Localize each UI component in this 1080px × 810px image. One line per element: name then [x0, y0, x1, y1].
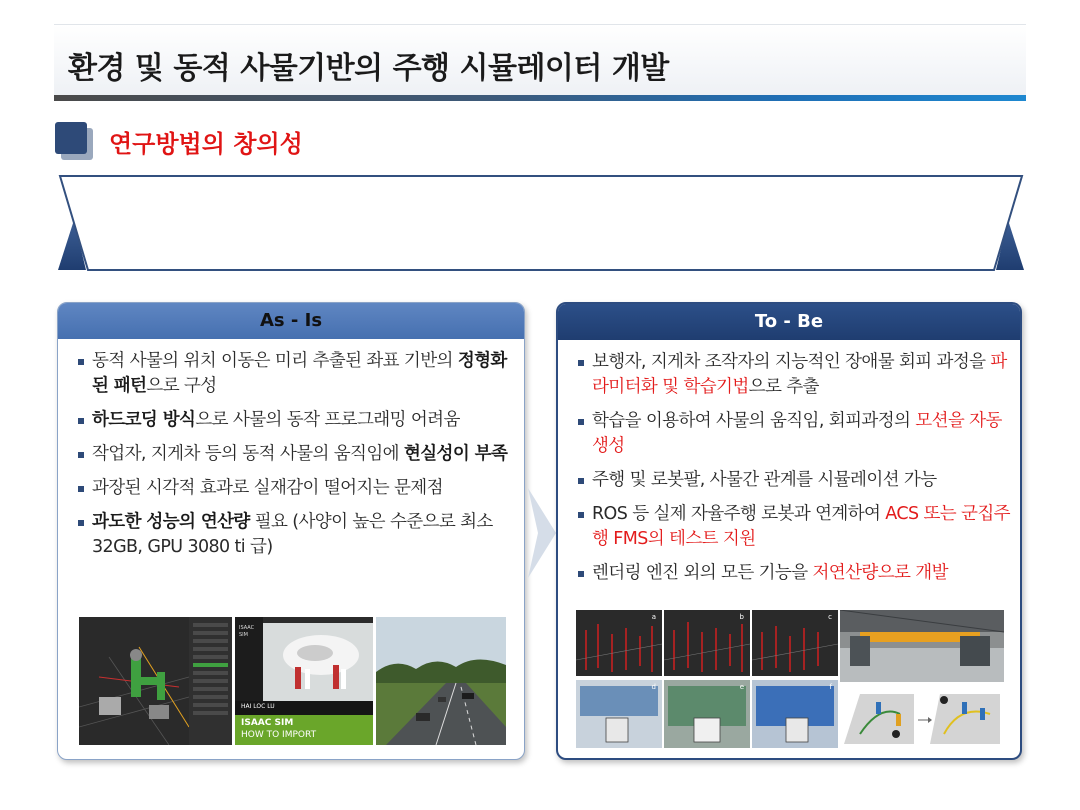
as-is-bullet-2	[78, 408, 514, 433]
isaac-caption-name: HAI LOC LU	[241, 703, 275, 710]
to-be-bullet-text: 파라미터화 및 학습기법	[592, 352, 1007, 397]
isaac-badge: ISAAC SIM	[239, 625, 255, 638]
warehouse-grid-image	[576, 610, 838, 748]
to-be-bullet-text: ACS 또는 군집주행 FMS의 테스트 지원	[592, 504, 1010, 549]
to-be-bullet-4	[578, 502, 1010, 552]
as-is-bullet-5	[78, 510, 514, 560]
isaac-sim-image	[235, 617, 373, 745]
to-be-bullet-3	[578, 468, 1010, 493]
to-be-bullet-text: 렌더링 엔진 외의 모든 기능을	[592, 563, 813, 583]
as-is-bullet-3	[78, 442, 514, 467]
robot-arm-sim-image	[79, 617, 232, 745]
to-be-bullet-list	[558, 340, 1020, 586]
as-is-bullet-text: 현실성이 부족	[403, 444, 508, 464]
as-is-bullet-text: 작업자, 지게차 등의 동적 사물의 움직임에	[92, 444, 404, 464]
as-is-bullet-4	[78, 476, 514, 501]
transition-arrow-icon	[528, 488, 558, 582]
to-be-bullet-1	[578, 350, 1010, 400]
isaac-caption-sub: HOW TO IMPORT	[241, 730, 317, 740]
section-title: 연구방법의 창의성	[109, 130, 303, 158]
as-is-bullet-text: 으로 구성	[146, 376, 217, 396]
section-marker-icon	[55, 122, 87, 154]
grid-label-f: f	[829, 683, 832, 691]
as-is-bullet-text: 으로 사물의 동작 프로그래밍 어려움	[195, 410, 460, 430]
to-be-bullet-text: 보행자, 지게차 조작자의 지능적인 장애물 회피 과정을	[592, 352, 991, 372]
as-is-bullet-text: 정형화된 패턴	[92, 351, 507, 396]
to-be-bullet-text: 으로 추출	[748, 377, 819, 397]
to-be-bullet-text: 학습을 이용하여 사물의 움직임, 회피과정의	[592, 411, 916, 431]
isaac-caption-title: ISAAC SIM	[241, 718, 294, 728]
grid-label-d: d	[651, 683, 656, 691]
grid-label-c: c	[828, 613, 832, 621]
page-title: 환경 및 동적 사물기반의 주행 시뮬레이터 개발	[68, 51, 669, 86]
as-is-bullet-text: 과도한 성능의 연산량	[92, 512, 250, 532]
title-bar	[54, 24, 1026, 96]
to-be-bullet-text: 주행 및 로봇팔, 사물간 관계를 시뮬레이션 가능	[592, 470, 937, 490]
as-is-bullet-list	[58, 339, 524, 560]
as-is-header: As - Is	[58, 303, 524, 339]
to-be-bullet-text: 저연산량으로 개발	[812, 563, 948, 583]
to-be-bullet-5	[578, 561, 1010, 586]
as-is-bullet-text: 과장된 시각적 효과로 실재감이 떨어지는 문제점	[92, 478, 443, 498]
road-driving-sim-image	[376, 617, 506, 745]
as-is-bullet-text: 필요 (사양이 높은 수준으로 최소 32GB, GPU 3080 ti 급)	[92, 512, 493, 557]
grid-label-b: b	[739, 613, 744, 621]
summary-banner	[56, 170, 1026, 274]
as-is-bullet-1	[78, 349, 514, 399]
as-is-bullet-text: 하드코딩 방식	[92, 410, 196, 430]
to-be-header: To - Be	[558, 304, 1020, 340]
to-be-bullet-text: 모션을 자동 생성	[592, 411, 1002, 456]
banner-frame	[56, 170, 1026, 274]
title-underline	[54, 95, 1026, 101]
pedestrian-avoidance-image	[840, 684, 1004, 748]
grid-label-e: e	[739, 683, 744, 691]
factory-floor-image	[840, 610, 1004, 682]
to-be-bullet-2	[578, 409, 1010, 459]
to-be-bullet-text: ROS 등 실제 자율주행 로봇과 연계하여	[592, 504, 886, 524]
grid-label-a: a	[651, 613, 656, 621]
as-is-bullet-text: 동적 사물의 위치 이동은 미리 추출된 좌표 기반의	[92, 351, 458, 371]
as-is-panel	[57, 302, 525, 760]
to-be-panel	[556, 302, 1022, 760]
